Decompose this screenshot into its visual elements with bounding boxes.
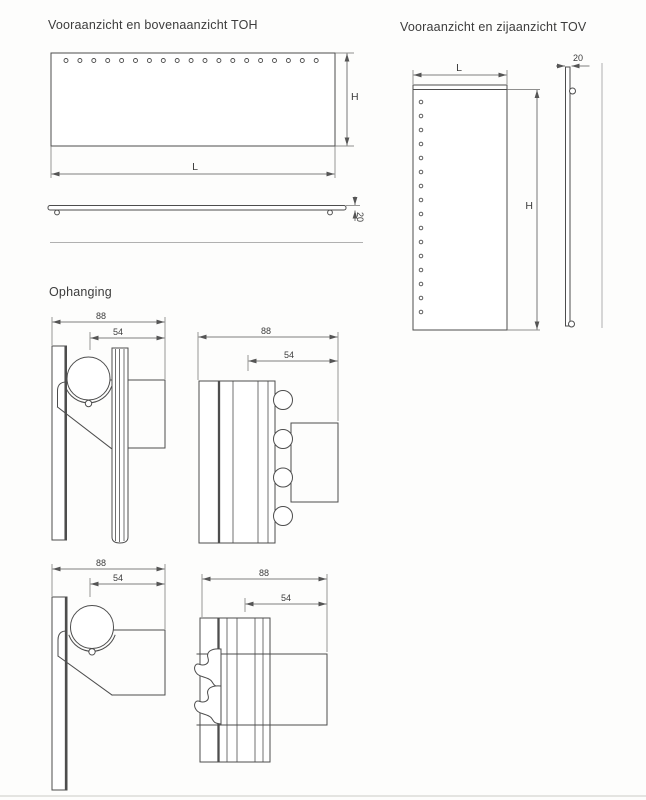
ophanging-detail-toh-front xyxy=(198,326,338,543)
detail3-depth-dimension xyxy=(90,573,165,597)
detail1-tube-column xyxy=(112,348,128,543)
tov-thickness-label: 20 xyxy=(572,53,584,63)
ophanging-detail-toh-section xyxy=(52,311,165,543)
tov-height-label: H xyxy=(525,200,533,212)
ophanging-detail-tov-section xyxy=(52,558,165,790)
ophanging-detail-tov-front xyxy=(195,568,327,762)
detail2-panel-section xyxy=(199,381,275,543)
tov-section-title: Vooraanzicht en zijaanzicht TOV xyxy=(400,20,587,34)
toh-thickness-label: 20 xyxy=(355,212,365,223)
toh-height-dimension xyxy=(335,53,359,146)
detail2-tube-1 xyxy=(274,391,293,410)
detail1-width-label: 88 xyxy=(95,311,107,321)
detail1-depth-label: 54 xyxy=(112,327,124,337)
toh-topview-bar xyxy=(48,206,346,211)
toh-length-label: L xyxy=(192,161,198,173)
toh-hook-right xyxy=(328,210,333,215)
tov-sideview-bar xyxy=(566,67,571,326)
detail3-cradle-pin xyxy=(89,649,95,655)
tov-hook-bottom xyxy=(569,321,575,327)
ophanging-section-title: Ophanging xyxy=(49,285,112,299)
toh-height-label: H xyxy=(351,91,359,103)
toh-length-dimension xyxy=(51,146,335,178)
detail2-tube-2 xyxy=(274,430,293,449)
detail2-tube-3 xyxy=(274,468,293,487)
detail4-depth-dimension xyxy=(245,593,327,612)
detail3-bracket-plate xyxy=(112,630,165,695)
toh-front-view xyxy=(51,53,359,178)
tov-hook-top xyxy=(570,88,576,94)
tov-panel-outline xyxy=(413,85,507,330)
detail3-wall-profile xyxy=(52,597,67,790)
tov-front-view xyxy=(413,62,540,330)
tov-length-dimension xyxy=(413,62,507,84)
detail3-depth-label: 54 xyxy=(112,573,124,583)
tov-height-dimension xyxy=(507,90,540,331)
tov-side-view xyxy=(556,53,602,328)
toh-thickness-dimension xyxy=(346,197,365,223)
toh-hook-left xyxy=(55,210,60,215)
toh-panel-outline xyxy=(51,53,335,146)
detail2-tube-4 xyxy=(274,507,293,526)
detail2-bracket-plate xyxy=(291,423,338,502)
detail2-depth-dimension xyxy=(248,350,338,371)
detail1-tube-circle xyxy=(67,357,110,400)
detail4-width-label: 88 xyxy=(258,568,270,578)
detail1-cradle-pin xyxy=(85,400,91,406)
detail2-width-label: 88 xyxy=(260,326,272,336)
page-bottom-rule xyxy=(0,795,646,797)
detail1-depth-dimension xyxy=(90,327,165,350)
tov-thickness-dimension xyxy=(556,53,590,66)
tov-length-label: L xyxy=(456,62,462,74)
detail2-depth-label: 54 xyxy=(283,350,295,360)
detail1-wall-profile xyxy=(52,346,67,540)
toh-top-view xyxy=(48,197,365,243)
detail3-tube-circle xyxy=(71,606,114,649)
detail4-depth-label: 54 xyxy=(280,593,292,603)
detail3-width-label: 88 xyxy=(95,558,107,568)
toh-section-title: Vooraanzicht en bovenaanzicht TOH xyxy=(48,18,258,32)
